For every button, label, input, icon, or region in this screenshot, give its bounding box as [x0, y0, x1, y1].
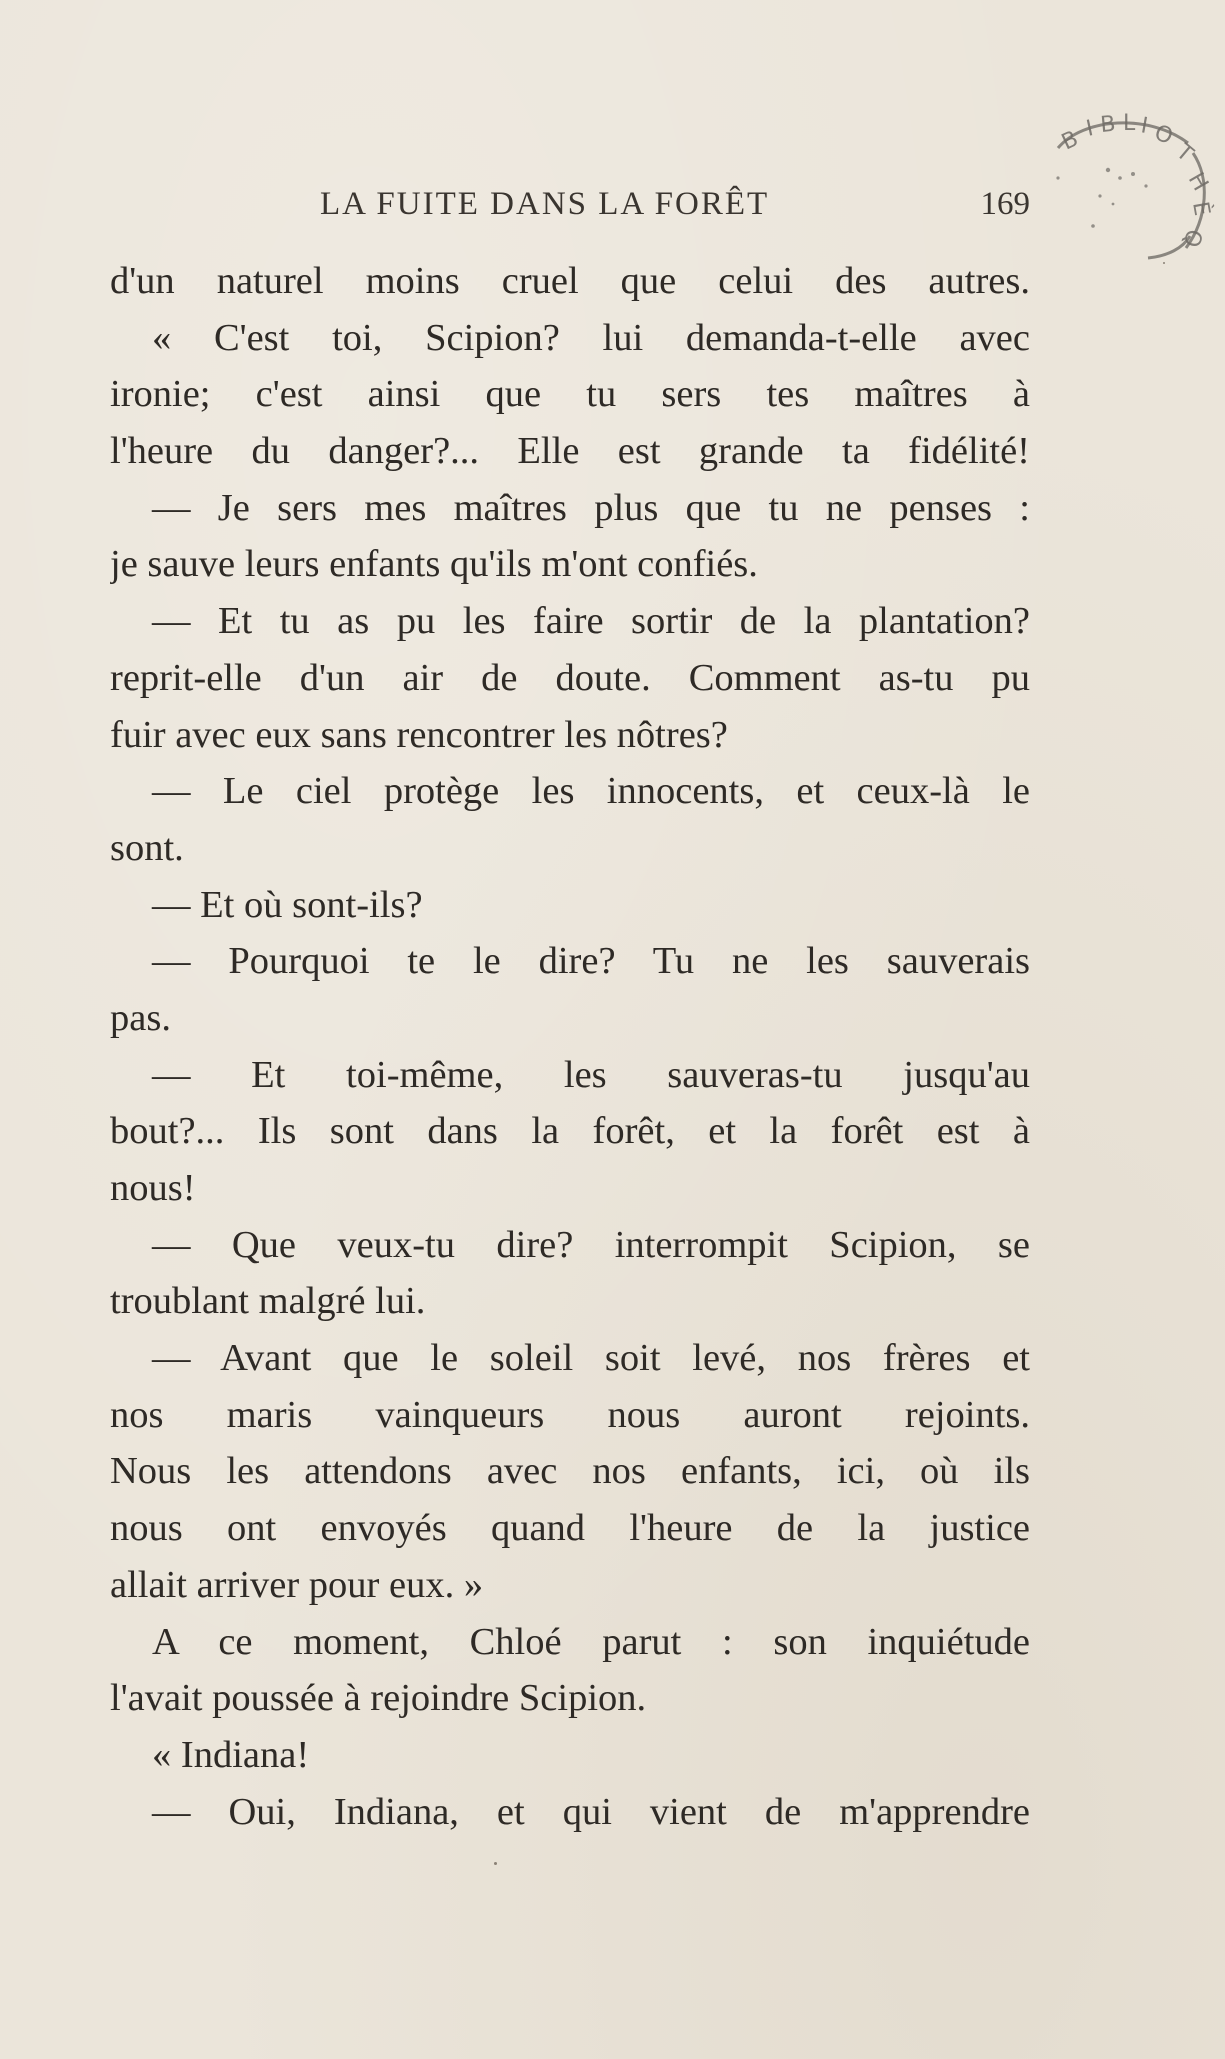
text-line: A ce moment, Chloé parut : son inquiétude [152, 1620, 1030, 1663]
svg-text:O: O [1150, 120, 1177, 151]
text-line: ironie; c'est ainsi que tu sers tes maîtres à [110, 373, 1030, 416]
svg-text:Q: Q [1177, 226, 1207, 250]
svg-text:L: L [1123, 111, 1136, 136]
text-block [110, 253, 1030, 1840]
text-line: — Que veux-tu dire? interrompit Scipion, se [152, 1223, 1030, 1266]
text-line: je sauve leurs enfants qu'ils m'ont confiés. [110, 543, 758, 586]
text-line: reprit-elle d'un air de doute. Comment as-tu pu [110, 656, 1030, 699]
text-line: troublant malgré lui. [110, 1280, 426, 1323]
text-line: — Avant que le soleil soit levé, nos frères et [152, 1337, 1030, 1380]
text-line: nos maris vainqueurs nous auront rejoints. [110, 1393, 1030, 1436]
running-head [110, 186, 1030, 236]
library-stamp-icon [1038, 108, 1218, 273]
paper-speck [494, 1862, 497, 1865]
svg-text:I: I [1084, 116, 1096, 142]
text-line: — Et tu as pu les faire sortir de la plantation? [152, 600, 1030, 643]
svg-text:B: B [1099, 111, 1117, 138]
text-line: — Et où sont-ils? [152, 883, 423, 926]
text-line: — Je sers mes maîtres plus que tu ne penses : [152, 486, 1030, 529]
svg-text:B: B [1057, 126, 1083, 156]
text-line: « C'est toi, Scipion? lui demanda-t-elle avec [152, 316, 1030, 359]
paper-speck [1163, 262, 1165, 264]
running-title: LA FUITE DANS LA FORÊT [320, 186, 770, 222]
text-line: sont. [110, 826, 184, 869]
text-line: pas. [110, 996, 171, 1039]
text-line: nous ont envoyés quand l'heure de la justice [110, 1507, 1030, 1550]
text-line: l'avait poussée à rejoindre Scipion. [110, 1677, 647, 1720]
text-line: Nous les attendons avec nos enfants, ici, où ils [110, 1450, 1030, 1493]
text-line: fuir avec eux sans rencontrer les nôtres? [110, 713, 728, 756]
text-line: l'heure du danger?... Elle est grande ta fidélité! [110, 430, 1030, 473]
svg-text:H: H [1182, 168, 1213, 196]
text-line: bout?... Ils sont dans la forêt, et la forêt est à [110, 1110, 1030, 1153]
text-line: — Le ciel protège les innocents, et ceux-là le [152, 770, 1030, 813]
svg-text:È: È [1187, 199, 1215, 218]
text-line: — Pourquoi te le dire? Tu ne les sauverais [152, 940, 1030, 983]
svg-text:I: I [1138, 113, 1150, 140]
text-line: — Oui, Indiana, et qui vient de m'apprendre [152, 1790, 1030, 1833]
text-line: nous! [110, 1167, 196, 1209]
text-line: d'un naturel moins cruel que celui des autres. [110, 260, 1030, 302]
text-line: « Indiana! [152, 1733, 310, 1776]
text-line: — Et toi-même, les sauveras-tu jusqu'au [152, 1053, 1030, 1096]
text-line: allait arriver pour eux. » [110, 1563, 484, 1606]
page-number: 169 [980, 186, 1030, 222]
svg-text:T: T [1171, 139, 1198, 168]
